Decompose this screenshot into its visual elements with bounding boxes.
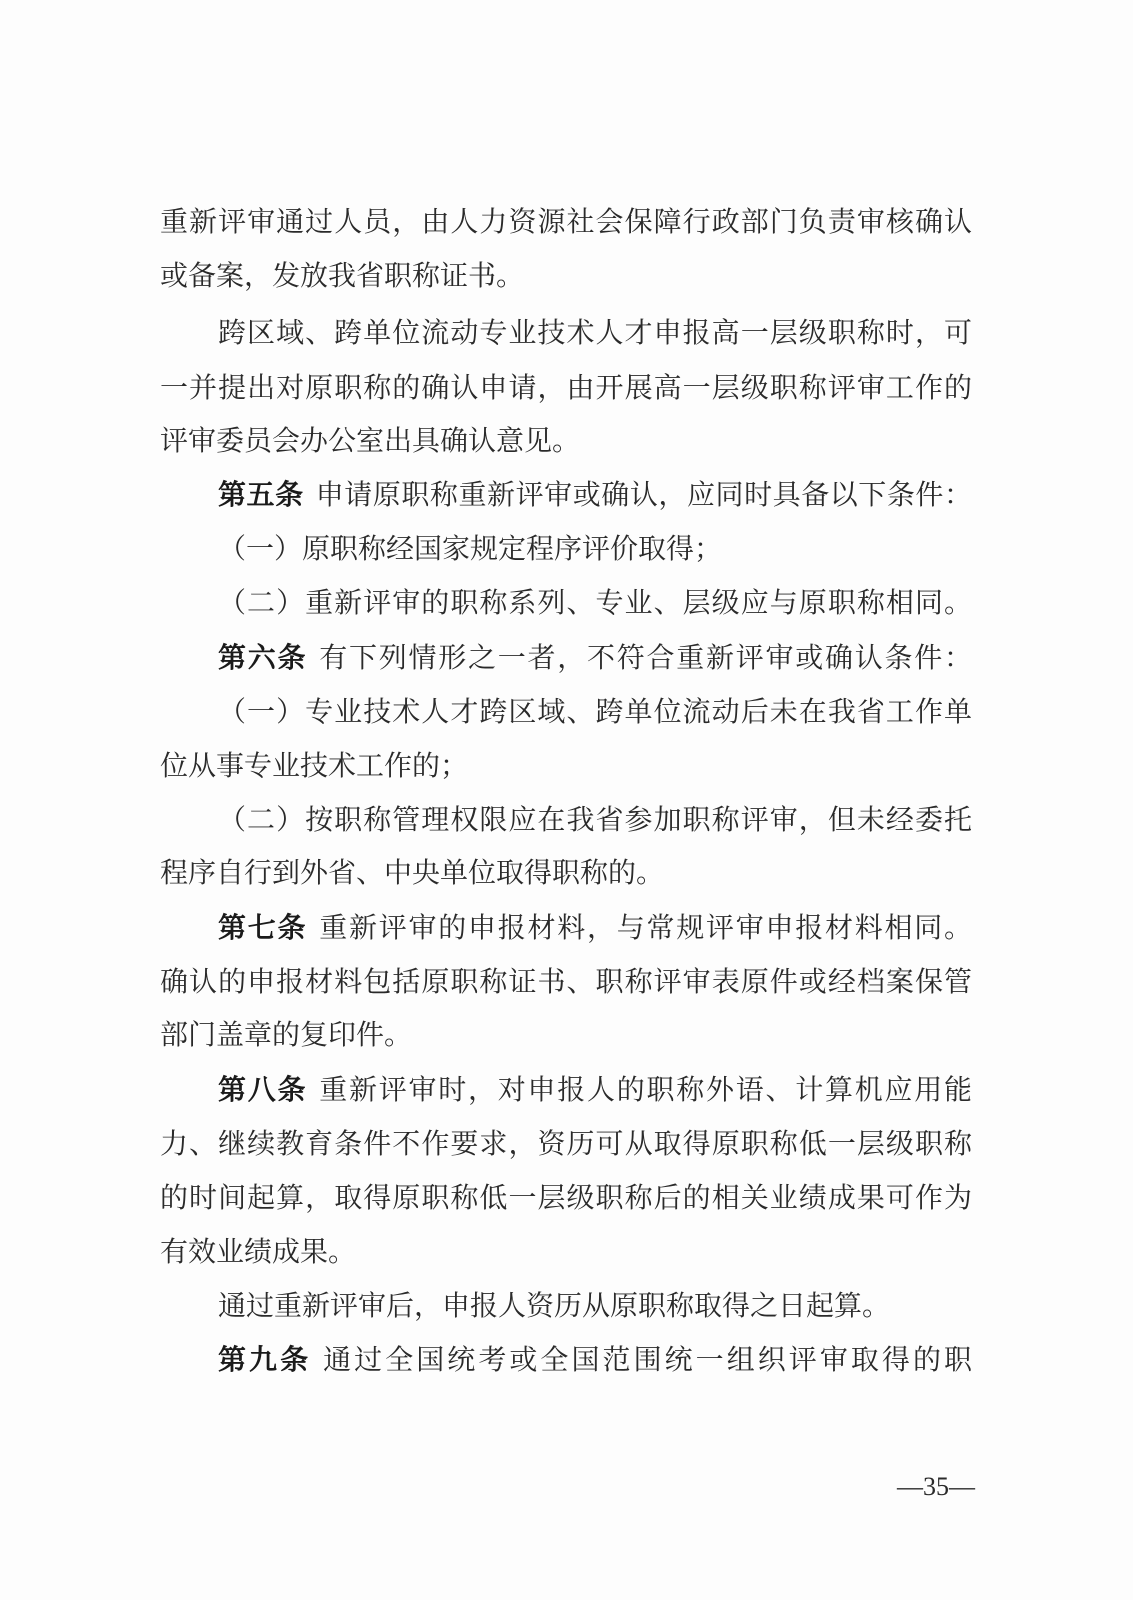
text-line: 通过重新评审后，申报人资历从原职称取得之日起算。 [218, 1289, 891, 1322]
list-item: （二）重新评审的职称系列、专业、层级应与原职称相同。 [218, 586, 972, 619]
text-line: 有效业绩成果。 [160, 1235, 357, 1268]
article-text: 重新评审时，对申报人的职称外语、计算机应用能 [319, 1073, 972, 1106]
text-line: 力、继续教育条件不作要求，资历可从取得原职称低一层级职称 [160, 1127, 972, 1160]
article-five [218, 475, 972, 515]
list-item-continued: 位从事专业技术工作的； [160, 749, 469, 782]
text-line: 重新评审通过人员，由人力资源社会保障行政部门负责审核确认 [160, 205, 972, 238]
article-text: 申请原职称重新评审或确认，应同时具备以下条件： [315, 478, 972, 511]
text-line: 跨区域、跨单位流动专业技术人才申报高一层级职称时，可 [218, 316, 972, 349]
text-line: 评审委员会办公室出具确认意见。 [160, 424, 581, 457]
article-nine [218, 1340, 972, 1380]
article-text: 有下列情形之一者，不符合重新评审或确认条件： [319, 641, 972, 674]
text-line: 的时间起算，取得原职称低一层级职称后的相关业绩成果可作为 [160, 1181, 972, 1214]
article-heading: 第九条 [218, 1343, 312, 1376]
article-heading: 第五条 [218, 478, 304, 511]
article-heading: 第七条 [218, 911, 308, 944]
article-eight [218, 1070, 972, 1110]
text-line: 或备案，发放我省职称证书。 [160, 259, 525, 292]
article-six [218, 638, 972, 678]
article-text: 通过全国统考或全国范围统一组织评审取得的职 [323, 1343, 972, 1376]
article-heading: 第六条 [218, 641, 308, 674]
text-line: 一并提出对原职称的确认申请，由开展高一层级职称评审工作的 [160, 371, 972, 404]
list-item: （二）按职称管理权限应在我省参加职称评审，但未经委托 [218, 803, 972, 836]
article-seven [218, 908, 972, 948]
text-line: 部门盖章的复印件。 [160, 1018, 413, 1051]
text-line: 确认的申报材料包括原职称证书、职称评审表原件或经档案保管 [160, 965, 972, 998]
list-item-continued: 程序自行到外省、中央单位取得职称的。 [160, 856, 665, 889]
list-item: （一）原职称经国家规定程序评价取得； [218, 532, 723, 565]
list-item: （一）专业技术人才跨区域、跨单位流动后未在我省工作单 [218, 695, 972, 728]
article-heading: 第八条 [218, 1073, 308, 1106]
page-number: —35— [897, 1472, 975, 1501]
article-text: 重新评审的申报材料，与常规评审申报材料相同。 [319, 911, 972, 944]
